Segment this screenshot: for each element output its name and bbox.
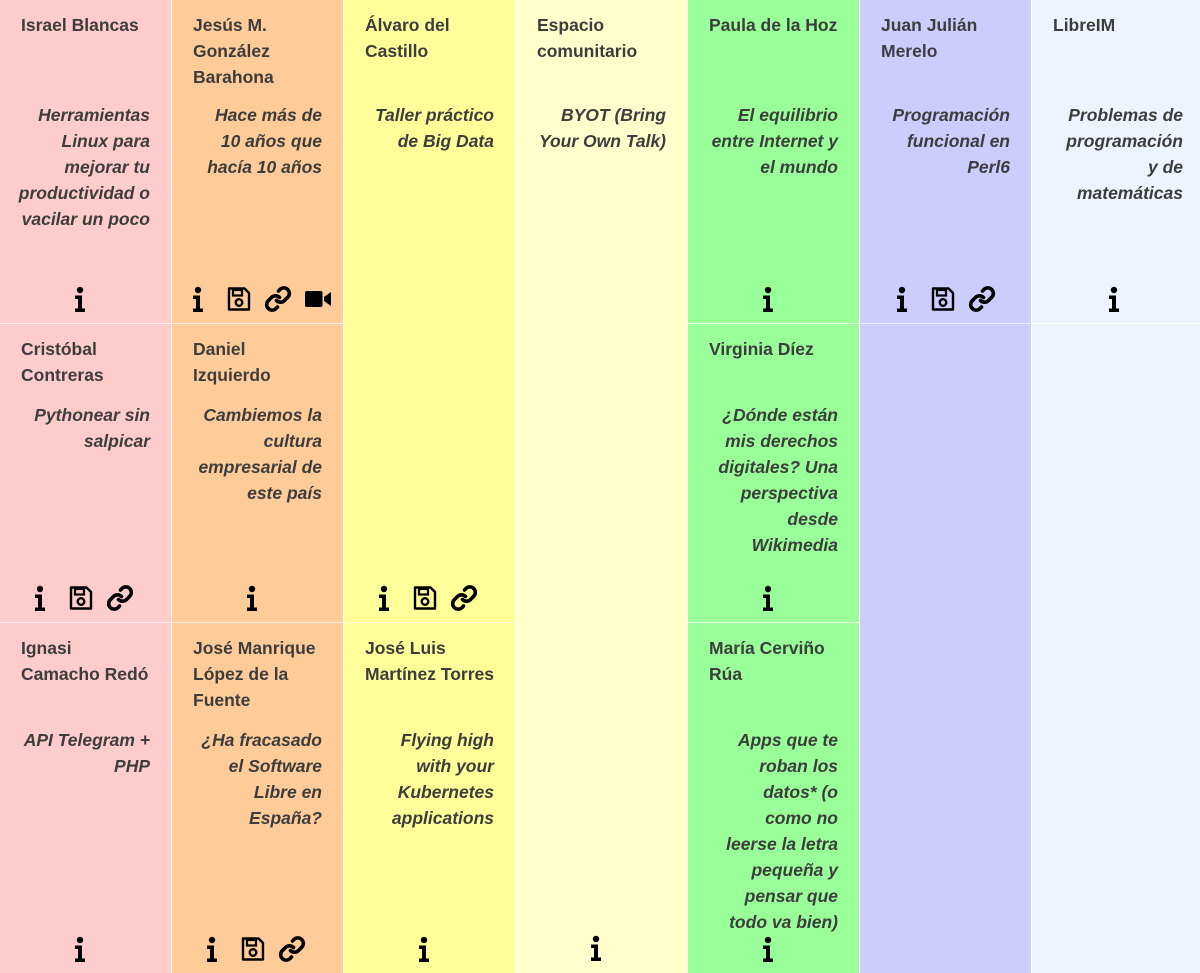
- talk-title: ¿Dónde están mis derechos digitales? Una perspectiva desde Wikimedia: [718, 405, 838, 555]
- speaker-name: Israel Blancas: [21, 15, 139, 35]
- save-icon[interactable]: [65, 583, 95, 613]
- track-column-1: [0, 0, 171, 973]
- speaker-name: Virginia Díez: [709, 339, 814, 359]
- save-icon[interactable]: [237, 934, 267, 964]
- talk-title: API Telegram + PHP: [23, 730, 150, 776]
- session-card: [688, 323, 859, 622]
- session-actions: [344, 934, 515, 964]
- session-actions: [1032, 284, 1200, 314]
- info-icon[interactable]: [197, 934, 227, 964]
- link-icon[interactable]: [105, 583, 135, 613]
- info-icon[interactable]: [369, 583, 399, 613]
- session-card: [344, 0, 515, 622]
- info-icon[interactable]: [409, 934, 439, 964]
- save-icon[interactable]: [223, 284, 253, 314]
- session-actions: [172, 934, 343, 964]
- speaker-name: Espacio comunitario: [537, 15, 638, 61]
- info-icon[interactable]: [887, 284, 917, 314]
- track-column-5: [688, 0, 859, 973]
- speaker-name: Juan Julián Merelo: [881, 15, 978, 61]
- empty-slot: [1032, 323, 1200, 973]
- link-icon[interactable]: [449, 583, 479, 613]
- session-actions: [172, 284, 343, 314]
- info-icon[interactable]: [237, 583, 267, 613]
- session-actions: [688, 934, 859, 964]
- info-icon[interactable]: [183, 284, 213, 314]
- session-card: [1032, 0, 1200, 323]
- speaker-name: Cristóbal Contreras: [21, 339, 104, 385]
- session-actions: [688, 583, 859, 613]
- talk-title: El equilibrio entre Internet y el mundo: [711, 105, 838, 177]
- track-column-7: [1032, 0, 1200, 973]
- speaker-name: LibreIM: [1053, 15, 1116, 35]
- save-icon[interactable]: [927, 284, 957, 314]
- session-card: [172, 622, 343, 973]
- session-card: [516, 0, 687, 973]
- talk-title: BYOT (Bring Your Own Talk): [538, 105, 666, 151]
- info-icon[interactable]: [1099, 284, 1129, 314]
- session-card: [172, 0, 343, 323]
- link-icon[interactable]: [263, 284, 293, 314]
- video-icon[interactable]: [303, 284, 333, 314]
- talk-title: Cambiemos la cultura empresarial de este país: [198, 405, 322, 503]
- session-actions: [344, 583, 515, 613]
- talk-title: Programación funcional en Perl6: [892, 105, 1010, 177]
- talk-title: Herramientas Linux para mejorar tu productividad o vacilar un poco: [18, 105, 150, 229]
- session-card: [688, 622, 859, 973]
- info-icon[interactable]: [25, 583, 55, 613]
- speaker-name: Paula de la Hoz: [709, 15, 838, 35]
- speaker-name: Ignasi Camacho Redó: [21, 638, 149, 684]
- talk-title: ¿Ha fracasado el Software Libre en España?: [201, 730, 322, 828]
- info-icon[interactable]: [65, 284, 95, 314]
- talk-title: Pythonear sin salpicar: [34, 405, 150, 451]
- speaker-name: María Cerviño Rúa: [709, 638, 825, 684]
- info-icon[interactable]: [753, 934, 783, 964]
- session-actions: [172, 583, 343, 613]
- info-icon[interactable]: [753, 583, 783, 613]
- session-card: [0, 0, 171, 323]
- track-column-3: [344, 0, 515, 973]
- track-column-4: [516, 0, 687, 973]
- speaker-name: José Luis Martínez Torres: [365, 638, 495, 684]
- session-card: [688, 0, 859, 323]
- session-card: [0, 323, 171, 622]
- speaker-name: Álvaro del Castillo: [365, 15, 450, 61]
- talk-title: Hace más de 10 años que hacía 10 años: [207, 105, 322, 177]
- session-card: [0, 622, 171, 973]
- empty-slot: [860, 323, 1031, 973]
- link-icon[interactable]: [277, 934, 307, 964]
- info-icon[interactable]: [581, 933, 611, 963]
- info-icon[interactable]: [65, 934, 95, 964]
- talk-title: Flying high with your Kubernetes applications: [391, 730, 494, 828]
- speaker-name: Daniel Izquierdo: [193, 339, 271, 385]
- talk-title: Apps que te roban los datos* (o como no leerse la letra pequeña y pensar que todo va bien): [726, 730, 838, 932]
- info-icon[interactable]: [753, 284, 783, 314]
- session-actions: [516, 933, 687, 963]
- session-actions: [0, 284, 171, 314]
- session-card: [344, 622, 515, 973]
- save-icon[interactable]: [409, 583, 439, 613]
- session-actions: [688, 284, 859, 314]
- speaker-name: José Manrique López de la Fuente: [193, 638, 316, 710]
- link-icon[interactable]: [967, 284, 997, 314]
- track-column-2: [172, 0, 343, 973]
- speaker-name: Jesús M. González Barahona: [193, 15, 274, 87]
- session-actions: [0, 934, 171, 964]
- talk-title: Taller práctico de Big Data: [375, 105, 494, 151]
- session-actions: [0, 583, 171, 613]
- talk-title: Problemas de programación y de matemáticas: [1066, 105, 1183, 203]
- session-card: [860, 0, 1031, 323]
- session-card: [172, 323, 343, 622]
- track-column-6: [860, 0, 1031, 973]
- session-actions: [860, 284, 1031, 314]
